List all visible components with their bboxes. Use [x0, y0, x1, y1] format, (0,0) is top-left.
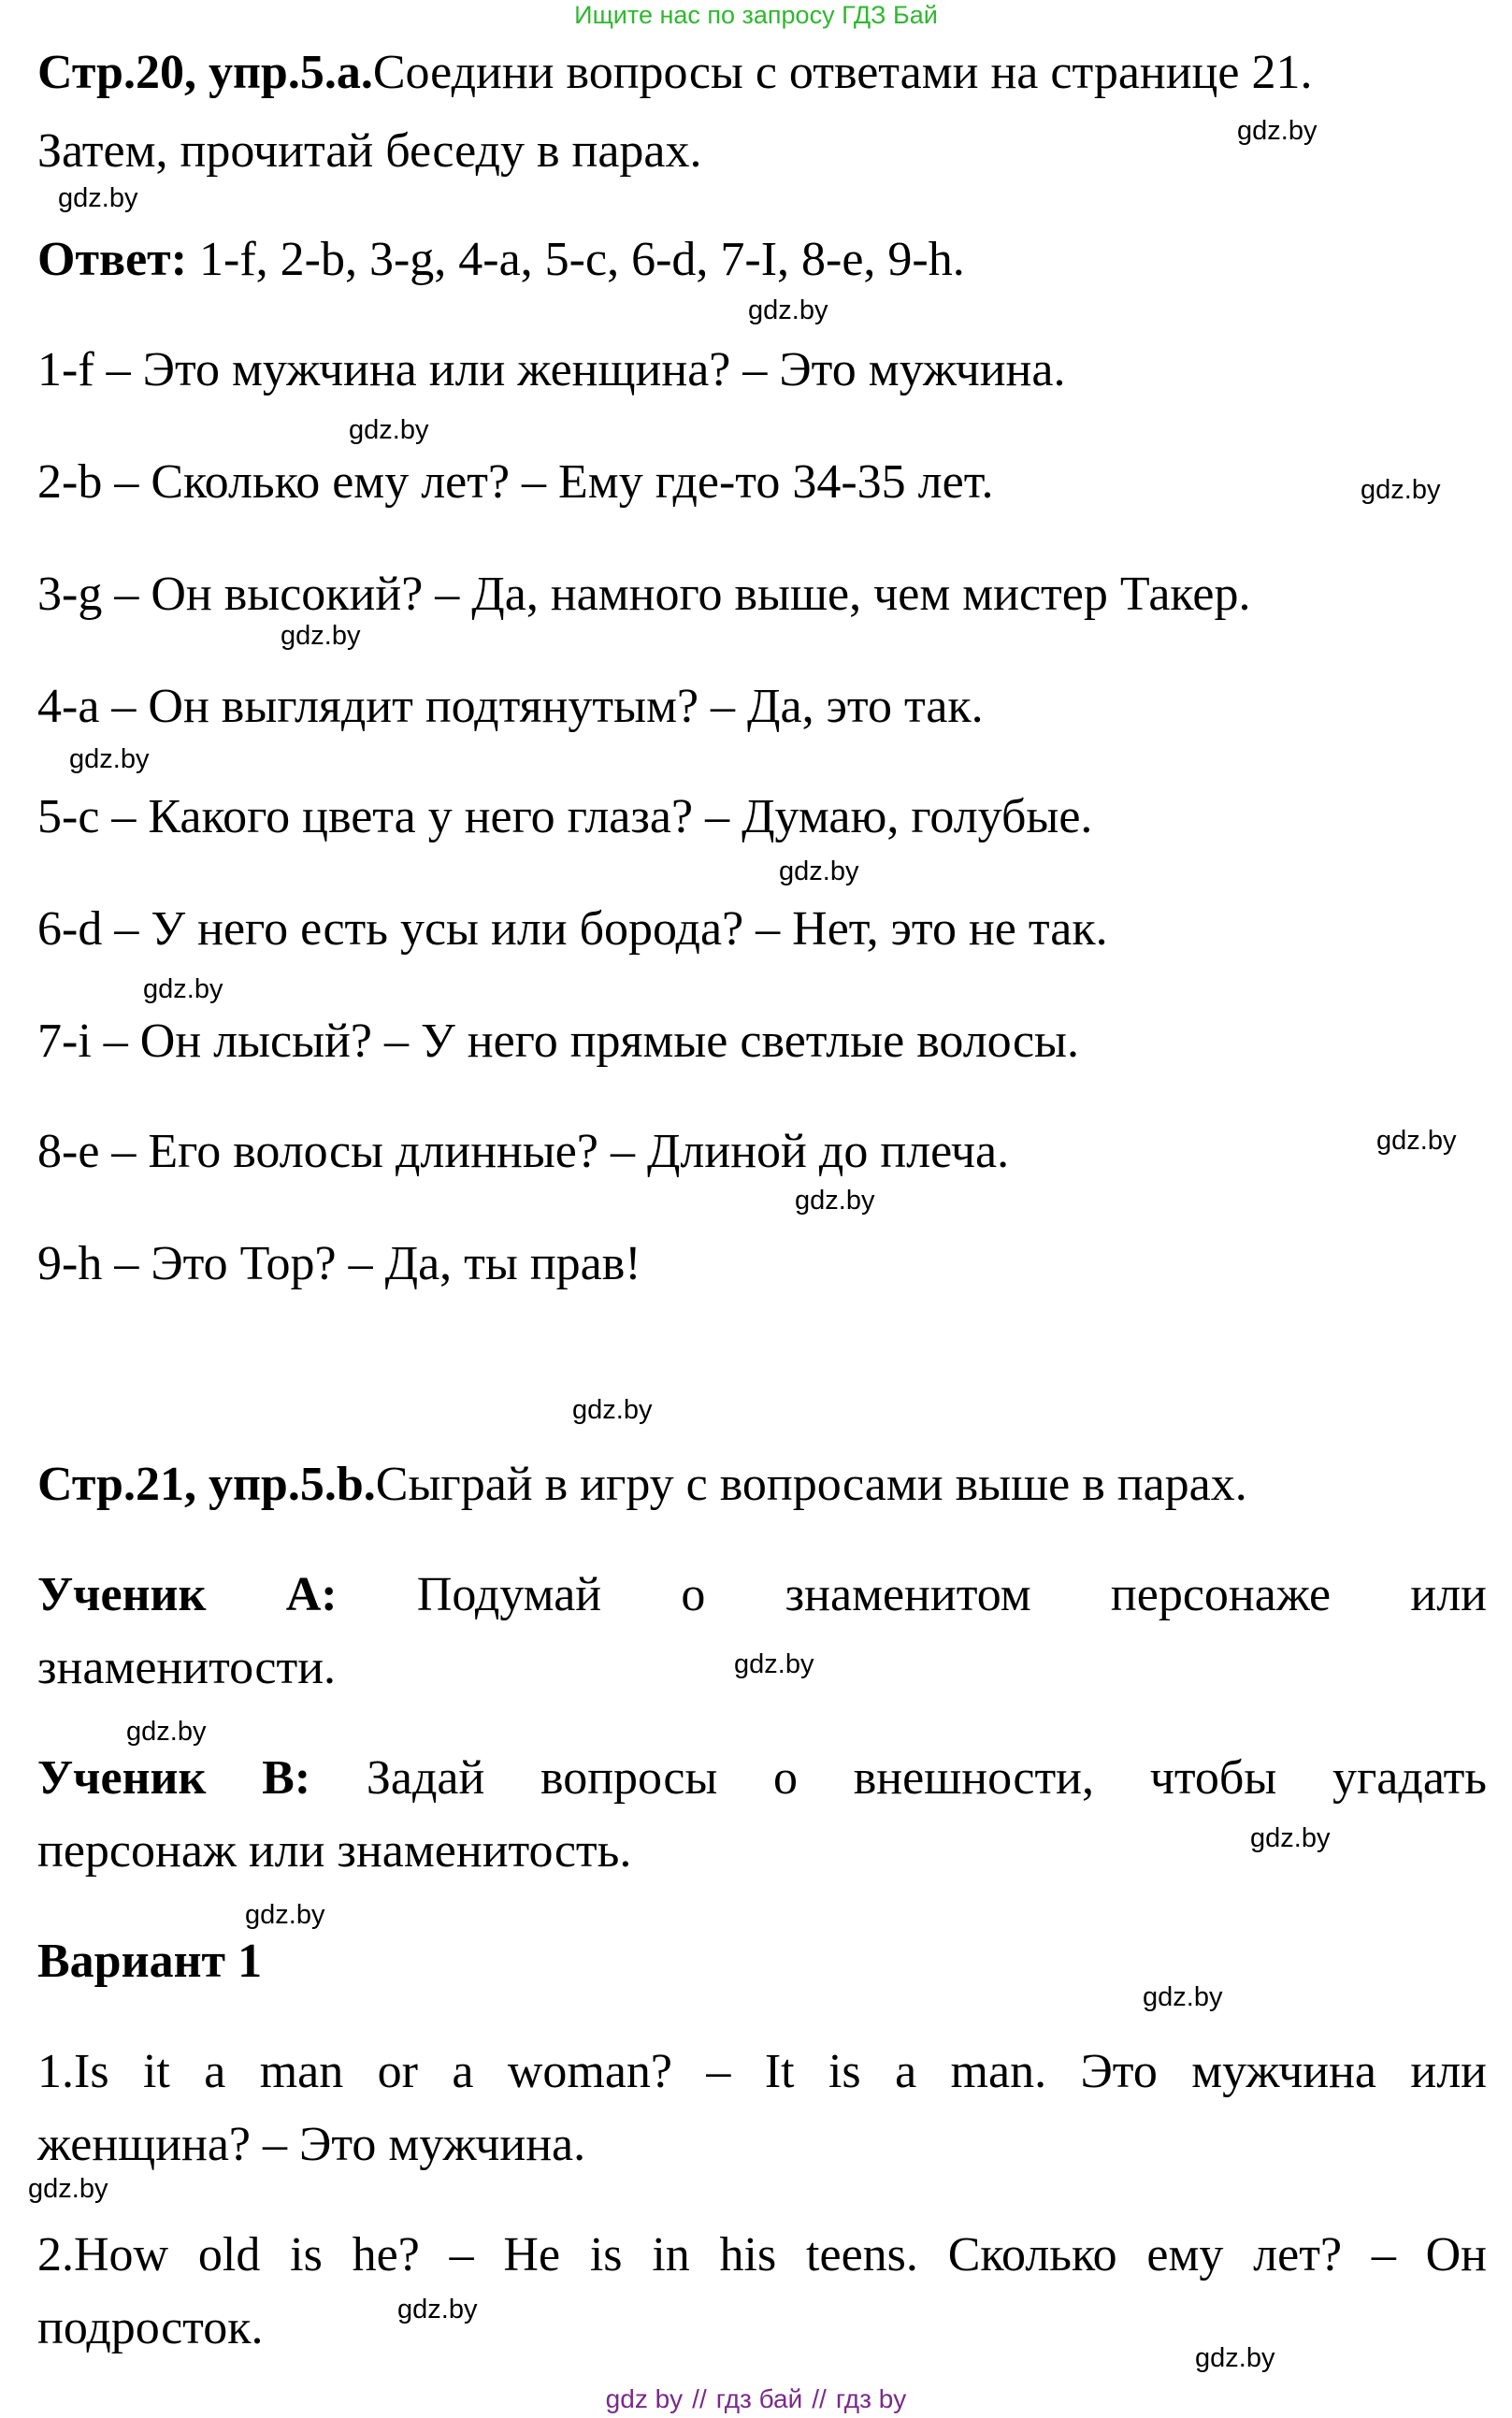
watermark: gdz.by: [397, 2295, 478, 2324]
answer-text: 1-f, 2-b, 3-g, 4-a, 5-c, 6-d, 7-I, 8-e, 9-h.: [187, 233, 965, 286]
footer-separator: //: [812, 2384, 827, 2413]
footer: [0, 2384, 1512, 2414]
watermark: gdz.by: [28, 2174, 108, 2204]
dialogue-line-7: 7-i – Он лысый? – У него прямые светлые волосы.: [37, 1015, 1079, 1068]
dialogue-line-3: 3-g – Он высокий? – Да, намного выше, чем мистер Такер.: [37, 568, 1251, 621]
task1-text2: Затем, прочитай беседу в парах.: [37, 124, 702, 178]
watermark: gdz.by: [1376, 1126, 1457, 1156]
watermark: gdz.by: [281, 621, 361, 651]
answer-line: [37, 232, 1487, 288]
dialogue-line-5: 5-c – Какого цвета у него глаза? – Думаю, голубые.: [37, 790, 1093, 843]
footer-link-b[interactable]: гдз бай: [715, 2384, 803, 2413]
task2-ref: Стр.21, упр.5.b.: [37, 1458, 376, 1511]
student-a-label: Ученик А:: [37, 1568, 338, 1621]
student-a-text2: знаменитости.: [37, 1641, 337, 1694]
student-b-label: Ученик В:: [37, 1751, 311, 1805]
watermark: gdz.by: [126, 1717, 207, 1747]
footer-link-c[interactable]: гдз by: [835, 2384, 907, 2413]
student-a-text1: Подумай о знаменитом персонаже или: [337, 1568, 1487, 1621]
footer-separator: //: [692, 2384, 707, 2413]
student-b-line1: [37, 1750, 1487, 1806]
watermark: gdz.by: [572, 1395, 653, 1425]
watermark: gdz.by: [245, 1900, 325, 1930]
answer-label: Ответ:: [37, 233, 188, 286]
watermark: gdz.by: [1361, 475, 1441, 505]
watermark: gdz.by: [748, 295, 828, 325]
item-2-line1: 2.How old is he? – He is in his teens. Сколько ему лет? – Он: [37, 2228, 1487, 2281]
item-1-line1: 1.Is it a man or a woman? – It is a man. Это мужчина или: [37, 2045, 1487, 2098]
watermark: gdz.by: [1143, 1982, 1223, 2012]
task1-text: Соедини вопросы с ответами на странице 21.: [372, 46, 1313, 99]
task2-text: Сыграй в игру с вопросами выше в парах.: [375, 1458, 1247, 1511]
watermark: gdz.by: [58, 183, 138, 213]
dialogue-line-8: 8-e – Его волосы длинные? – Длиной до плеча.: [37, 1125, 1010, 1178]
dialogue-line-1: 1-f – Это мужчина или женщина? – Это мужчина.: [37, 343, 1066, 396]
task1-heading: [37, 45, 1487, 101]
item-2-line2: подросток.: [37, 2301, 264, 2354]
student-b-text1: Задай вопросы о внешности, чтобы угадать: [310, 1751, 1488, 1805]
task1-ref: Стр.20, упр.5.a.: [37, 46, 373, 99]
item-1-line2: женщина? – Это мужчина.: [37, 2118, 586, 2171]
dialogue-line-4: 4-a – Он выглядит подтянутым? – Да, это так.: [37, 680, 984, 733]
footer-link-a[interactable]: gdz by: [605, 2384, 684, 2413]
dialogue-line-2: 2-b – Сколько ему лет? – Ему где-то 34-35 лет.: [37, 455, 994, 509]
watermark: gdz.by: [795, 1186, 875, 1216]
watermark: gdz.by: [779, 856, 859, 886]
watermark: gdz.by: [1237, 116, 1318, 146]
watermark: gdz.by: [349, 415, 429, 445]
watermark: gdz.by: [69, 744, 150, 774]
dialogue-line-9: 9-h – Это Тор? – Да, ты прав!: [37, 1237, 641, 1290]
watermark: gdz.by: [734, 1649, 814, 1679]
task2-heading: [37, 1457, 1487, 1513]
student-a-line1: [37, 1567, 1487, 1623]
dialogue-line-6: 6-d – У него есть усы или борода? – Нет, это не так.: [37, 902, 1108, 956]
watermark: gdz.by: [143, 974, 223, 1004]
top-banner: Ищите нас по запросу ГДЗ Бай: [574, 1, 938, 29]
variant-heading: Вариант 1: [37, 1935, 263, 1988]
watermark: gdz.by: [1195, 2343, 1275, 2373]
student-b-text2: персонаж или знаменитость.: [37, 1824, 632, 1878]
watermark: gdz.by: [1250, 1823, 1331, 1853]
